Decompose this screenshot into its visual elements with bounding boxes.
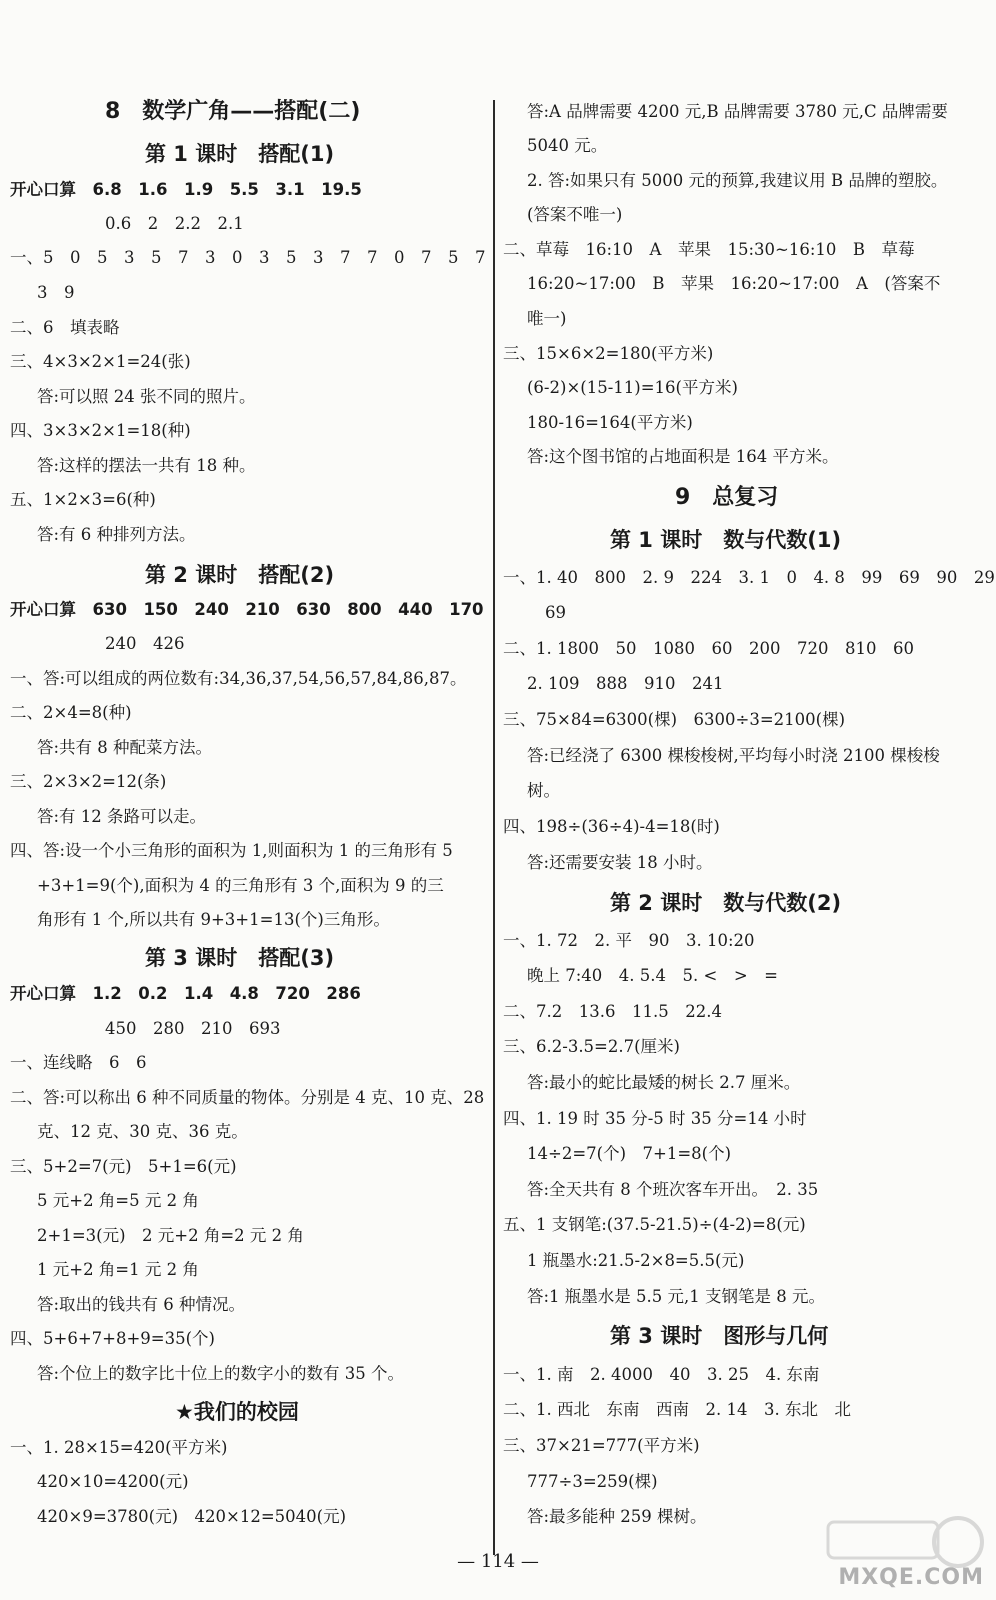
answer-line: 四、1. 19 时 35 分-5 时 35 分=14 小时: [503, 1109, 807, 1128]
answer-line: 答:A 品牌需要 4200 元,B 品牌需要 3780 元,C 品牌需要: [527, 102, 948, 121]
answer-line: 1 元+2 角=1 元 2 角: [37, 1260, 199, 1279]
answer-line: 答:可以照 24 张不同的照片。: [37, 387, 256, 406]
answer-line: 角形有 1 个,所以共有 9+3+1=13(个)三角形。: [37, 910, 390, 929]
answer-line: 69: [545, 603, 566, 622]
page-number: — 114 —: [457, 1551, 539, 1572]
campus-title: ★我们的校园: [175, 1400, 299, 1424]
answer-line: 二、草莓 16:10 A 苹果 15:30~16:10 B 草莓: [503, 240, 915, 259]
answer-line: 答:有 6 种排列方法。: [37, 525, 196, 544]
answer-line: 答:还需要安装 18 小时。: [527, 853, 713, 872]
review-lesson-3-title: 第 3 课时 图形与几何: [610, 1324, 829, 1348]
answer-line: 三、75×84=6300(棵) 6300÷3=2100(棵): [503, 710, 846, 729]
answer-line: (答案不唯一): [527, 205, 623, 224]
answer-line: 1 瓶墨水:21.5-2×8=5.5(元): [527, 1251, 745, 1270]
chapter-8-title: 8 数学广角——搭配(二): [105, 99, 361, 124]
answer-line: 二、答:可以称出 6 种不同质量的物体。分别是 4 克、10 克、28: [10, 1088, 485, 1107]
answer-line: 三、6.2-3.5=2.7(厘米): [503, 1037, 680, 1056]
answer-line: 答:这个图书馆的占地面积是 164 平方米。: [527, 447, 839, 466]
answer-line: 二、1. 1800 50 1080 60 200 720 810 60: [503, 639, 914, 658]
answer-line: 答:已经浇了 6300 棵梭梭树,平均每小时浇 2100 棵梭梭: [527, 746, 940, 765]
answer-line: 5 元+2 角=5 元 2 角: [37, 1191, 199, 1210]
answer-line: 答:这样的摆法一共有 18 种。: [37, 456, 256, 475]
answer-line: 克、12 克、30 克、36 克。: [37, 1122, 248, 1141]
answer-line: 14÷2=7(个) 7+1=8(个): [527, 1144, 732, 1163]
chapter-9-title: 9 总复习: [675, 485, 779, 510]
answer-line: 2+1=3(元) 2 元+2 角=2 元 2 角: [37, 1226, 304, 1245]
answer-line: 一、1. 40 800 2. 9 224 3. 1 0 4. 8 99 69 90 29: [503, 568, 995, 587]
answer-line: 一、答:可以组成的两位数有:34,36,37,54,56,57,84,86,87。: [10, 669, 467, 688]
answer-line: 答:1 瓶墨水是 5.5 元,1 支钢笔是 8 元。: [527, 1287, 826, 1306]
answer-line: 777÷3=259(棵): [527, 1472, 658, 1491]
answer-line: 一、1. 72 2. 平 90 3. 10:20: [503, 931, 755, 950]
answer-line: 二、1. 西北 东南 西南 2. 14 3. 东北 北: [503, 1400, 851, 1419]
watermark-text: MXQE.COM: [838, 1565, 984, 1590]
answer-line: 3 9: [37, 283, 75, 302]
answer-line: 四、答:设一个小三角形的面积为 1,则面积为 1 的三角形有 5: [10, 841, 453, 860]
lesson-3-title: 第 3 课时 搭配(3): [145, 946, 335, 970]
answer-line: 二、6 填表略: [10, 318, 120, 337]
answer-line: 三、2×3×2=12(条): [10, 772, 167, 791]
answer-line: 开心口算 630 150 240 210 630 800 440 170: [10, 600, 484, 619]
answer-line: 5040 元。: [527, 136, 608, 155]
answer-line: 晚上 7:40 4. 5.4 5. < > =: [527, 966, 778, 985]
answer-line: 二、7.2 13.6 11.5 22.4: [503, 1002, 722, 1021]
answer-line: 开心口算 1.2 0.2 1.4 4.8 720 286: [10, 984, 361, 1003]
answer-line: 一、连线略 6 6: [10, 1053, 147, 1072]
answer-line: 一、1. 28×15=420(平方米): [10, 1438, 228, 1457]
answer-line: 答:全天共有 8 个班次客车开出。 2. 35: [527, 1180, 819, 1199]
answer-line: 240 426: [105, 634, 185, 653]
column-divider: [493, 100, 495, 1555]
answer-line: 420×10=4200(元): [37, 1472, 189, 1491]
answer-line: 一、5 0 5 3 5 7 3 0 3 5 3 7 7 0 7 5 7: [10, 248, 486, 267]
answer-line: 树。: [527, 781, 560, 800]
answer-line: 答:有 12 条路可以走。: [37, 807, 207, 826]
answer-line: 答:取出的钱共有 6 种情况。: [37, 1295, 246, 1314]
review-lesson-2-title: 第 2 课时 数与代数(2): [610, 891, 842, 915]
answer-line: 答:共有 8 种配菜方法。: [37, 738, 213, 757]
answer-line: 三、15×6×2=180(平方米): [503, 344, 714, 363]
answer-line: 0.6 2 2.2 2.1: [105, 214, 244, 233]
answer-line: 五、1 支钢笔:(37.5-21.5)÷(4-2)=8(元): [503, 1215, 806, 1234]
answer-line: 16:20~17:00 B 苹果 16:20~17:00 A (答案不: [527, 274, 941, 293]
answer-line: 答:最小的蛇比最矮的树长 2.7 厘米。: [527, 1073, 801, 1092]
answer-line: 一、1. 南 2. 4000 40 3. 25 4. 东南: [503, 1365, 820, 1384]
answer-line: 四、198÷(36÷4)-4=18(时): [503, 817, 720, 836]
answer-line: (6-2)×(15-11)=16(平方米): [527, 378, 738, 397]
answer-line: 四、5+6+7+8+9=35(个): [10, 1329, 215, 1348]
answer-line: 三、37×21=777(平方米): [503, 1436, 700, 1455]
answer-line: 450 280 210 693: [105, 1019, 281, 1038]
answer-line: 180-16=164(平方米): [527, 413, 693, 432]
answer-line: 三、5+2=7(元) 5+1=6(元): [10, 1157, 237, 1176]
answer-line: 五、1×2×3=6(种): [10, 490, 156, 509]
lesson-1-title: 第 1 课时 搭配(1): [145, 142, 335, 166]
answer-line: 420×9=3780(元) 420×12=5040(元): [37, 1507, 347, 1526]
review-lesson-1-title: 第 1 课时 数与代数(1): [610, 528, 842, 552]
answer-line: 2. 109 888 910 241: [527, 674, 724, 693]
lesson-2-title: 第 2 课时 搭配(2): [145, 563, 335, 587]
answer-line: 二、2×4=8(种): [10, 703, 132, 722]
answer-line: 答:个位上的数字比十位上的数字小的数有 35 个。: [37, 1364, 405, 1383]
answer-line: 四、3×3×2×1=18(种): [10, 421, 191, 440]
answer-line: 唯一): [527, 309, 567, 328]
answer-line: 2. 答:如果只有 5000 元的预算,我建议用 B 品牌的塑胶。: [527, 171, 948, 190]
answer-line: +3+1=9(个),面积为 4 的三角形有 3 个,面积为 9 的三: [37, 876, 444, 895]
answer-line: 答:最多能种 259 棵树。: [527, 1507, 707, 1526]
answer-line: 开心口算 6.8 1.6 1.9 5.5 3.1 19.5: [10, 180, 362, 199]
answer-line: 三、4×3×2×1=24(张): [10, 352, 191, 371]
